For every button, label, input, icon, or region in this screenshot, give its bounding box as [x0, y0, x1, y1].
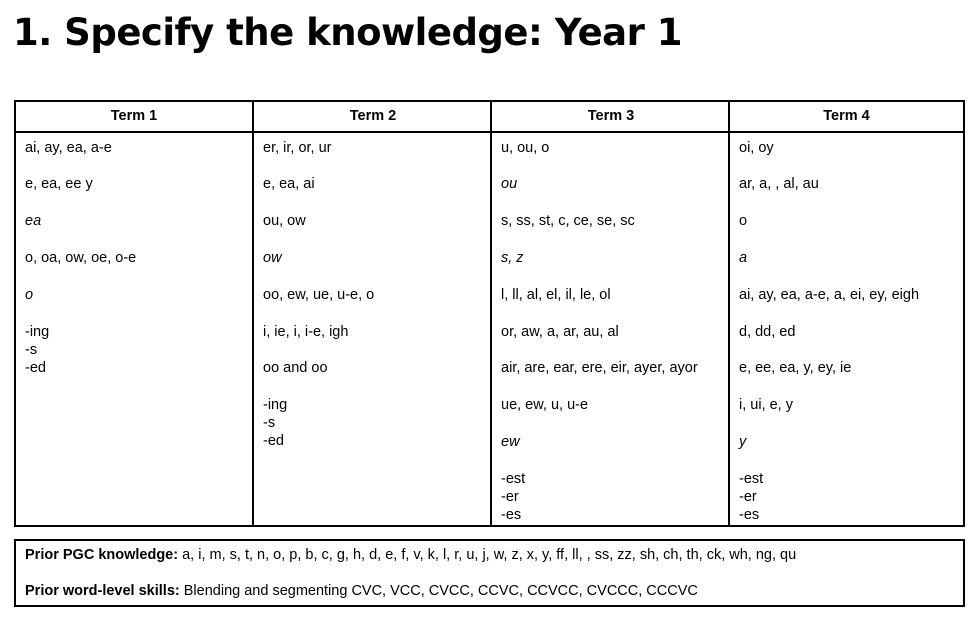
term-3-item: -est -er -es: [501, 471, 526, 523]
prior-skills-label: Prior word-level skills:: [25, 583, 180, 599]
term-4-item: i, ui, e, y: [739, 397, 793, 413]
term-3-header: Term 3: [492, 102, 730, 133]
term-1-item: o, oa, ow, oe, o-e: [25, 250, 137, 266]
term-3-item: s, z: [501, 250, 524, 266]
term-4-item: d, dd, ed: [739, 324, 796, 340]
term-2-item: ow: [263, 250, 282, 266]
term-2-item: e, ea, ai: [263, 176, 315, 192]
term-4-item: ar, a, , al, au: [739, 176, 819, 192]
term-3-item: or, aw, a, ar, au, al: [501, 324, 619, 340]
term-3-item: l, ll, al, el, il, le, ol: [501, 287, 611, 303]
prior-skills-line: [25, 583, 698, 599]
prior-pgc-label: Prior PGC knowledge:: [25, 547, 179, 563]
term-1-item: -ing -s -ed: [25, 324, 50, 376]
term-1-header: Term 1: [16, 102, 252, 133]
term-2-column: [252, 102, 492, 525]
term-2-item: ou, ow: [263, 213, 306, 229]
term-2-header: Term 2: [254, 102, 492, 133]
term-3-item: ew: [501, 434, 520, 450]
term-3-item: ou: [501, 176, 518, 192]
term-4-item: y: [739, 434, 747, 450]
term-4-item: -est -er -es: [739, 471, 764, 523]
term-3-item: ue, ew, u, u-e: [501, 397, 589, 413]
term-2-item: oo, ew, ue, u-e, o: [263, 287, 375, 303]
prior-knowledge-box: [14, 539, 965, 607]
term-4-column: [728, 102, 963, 525]
term-2-item: i, ie, i, i-e, igh: [263, 324, 349, 340]
term-2-item: er, ir, or, ur: [263, 140, 332, 156]
term-4-item: a: [739, 250, 748, 266]
prior-pgc-text: a, i, m, s, t, n, o, p, b, c, g, h, d, e, f, v, k, l, r, u, j, w, z, x, y, ff, ll, , ss, zz, sh, ch, th, ck, wh, ng, qu: [178, 547, 797, 563]
prior-skills-text: Blending and segmenting CVC, VCC, CVCC, CCVC, CCVCC, CVCCC, CCCVC: [179, 583, 698, 599]
term-3-item: air, are, ear, ere, eir, ayer, ayor: [501, 360, 698, 376]
term-4-item: oi, oy: [739, 140, 774, 156]
term-1-column: [16, 102, 252, 525]
term-3-column: [490, 102, 730, 525]
term-2-item: -ing -s -ed: [263, 397, 288, 449]
term-4-header: Term 4: [730, 102, 963, 133]
term-1-item: e, ea, ee y: [25, 176, 93, 192]
term-4-item: e, ee, ea, y, ey, ie: [739, 360, 852, 376]
term-4-item: ai, ay, ea, a-e, a, ei, ey, eigh: [739, 287, 920, 303]
prior-pgc-line: [25, 547, 796, 563]
term-3-item: s, ss, st, c, ce, se, sc: [501, 213, 635, 229]
knowledge-table: [14, 100, 965, 527]
term-1-item: ai, ay, ea, a-e: [25, 140, 112, 156]
term-1-item: ea: [25, 213, 42, 229]
term-1-item: o: [25, 287, 34, 303]
term-2-item: oo and oo: [263, 360, 328, 376]
term-4-item: o: [739, 213, 748, 229]
page-title: 1. Specify the knowledge: Year 1: [13, 11, 683, 54]
term-3-item: u, ou, o: [501, 140, 550, 156]
